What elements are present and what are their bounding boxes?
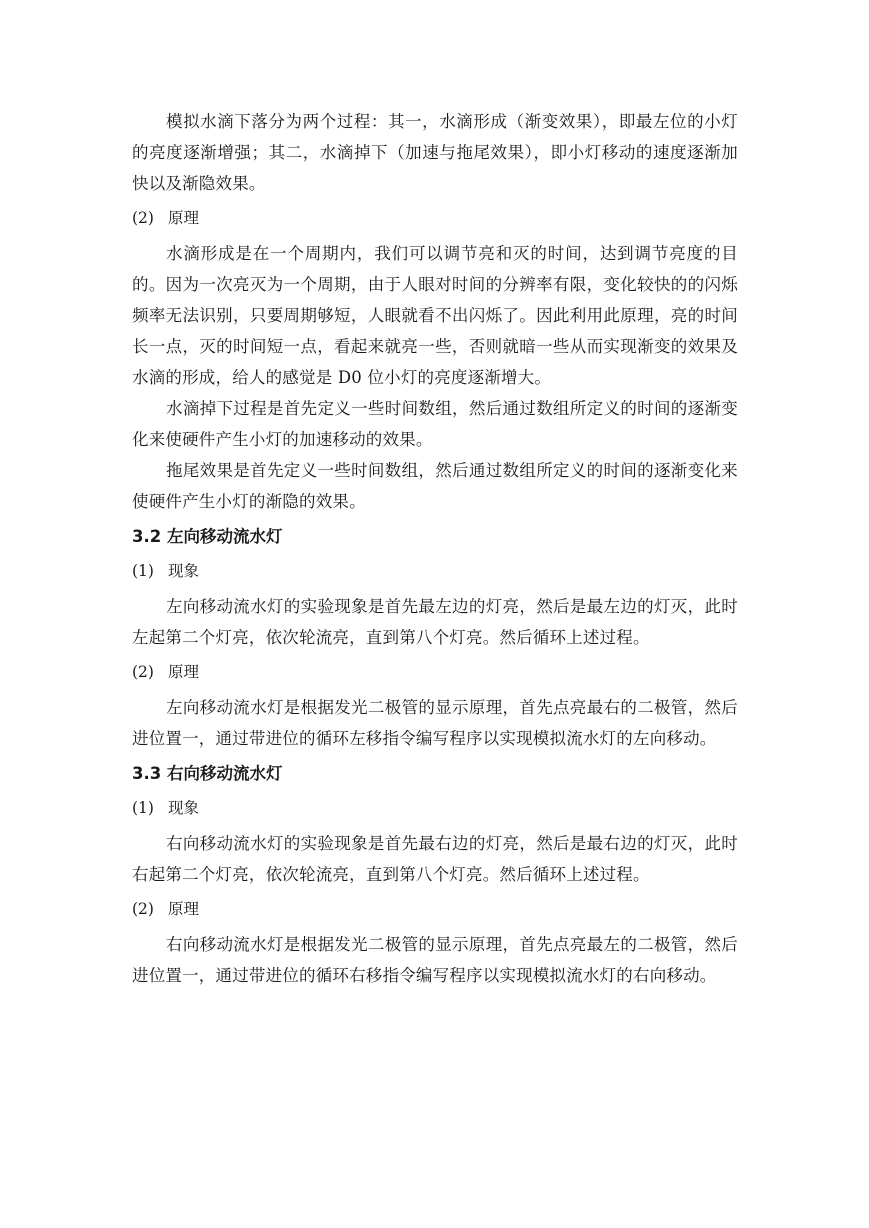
- principle-paragraph: 左向移动流水灯是根据发光二极管的显示原理，首先点亮最右的二极管，然后进位置一，通过带进位的循环左移指令编写程序以实现模拟流水灯的左向移动。: [132, 698, 738, 748]
- principle-paragraph: 右向移动流水灯是根据发光二极管的显示原理，首先点亮最左的二极管，然后进位置一，通过带进位的循环右移指令编写程序以实现模拟流水灯的右向移动。: [132, 935, 738, 985]
- principle-subheading: [132, 657, 738, 688]
- subheading-label: 原理: [168, 209, 200, 227]
- phenomenon-subheading: [132, 793, 738, 824]
- phenomenon-subheading: [132, 556, 738, 587]
- intro-paragraph: 模拟水滴下落分为两个过程：其一，水滴形成（渐变效果），即最左位的小灯的亮度逐渐增强；其二，水滴掉下（加速与拖尾效果），即小灯移动的速度逐渐加快以及渐隐效果。: [132, 112, 738, 193]
- page-content: [132, 106, 738, 991]
- subheading-label: 原理: [168, 663, 200, 681]
- principle-paragraph-1: 水滴形成是在一个周期内，我们可以调节亮和灭的时间，达到调节亮度的目的。因为一次亮灭为一个周期，由于人眼对时间的分辨率有限，变化较快的的闪烁频率无法识别，只要周期够短，人眼就看不出闪烁了。因此利用此原理，亮的时间长一点，灭的时间短一点，看起来就亮一些，否则就暗一些从而实现渐变的效果及水滴的形成，给人的感觉是 D0 位小灯的亮度逐渐增大。: [132, 244, 738, 387]
- phenomenon-paragraph: 左向移动流水灯的实验现象是首先最左边的灯亮，然后是最左边的灯灭，此时左起第二个灯亮，依次轮流亮，直到第八个灯亮。然后循环上述过程。: [132, 597, 738, 647]
- subheading-number: (1): [132, 562, 154, 580]
- phenomenon-paragraph: 右向移动流水灯的实验现象是首先最右边的灯亮，然后是最右边的灯灭，此时右起第二个灯亮，依次轮流亮，直到第八个灯亮。然后循环上述过程。: [132, 834, 738, 884]
- subheading-label: 现象: [168, 562, 200, 580]
- subheading-label: 原理: [168, 900, 200, 918]
- principle-subheading: [132, 203, 738, 234]
- section-heading-3-2: 3.2 左向移动流水灯: [132, 527, 283, 546]
- principle-paragraph-2: 水滴掉下过程是首先定义一些时间数组，然后通过数组所定义的时间的逐渐变化来使硬件产生小灯的加速移动的效果。: [132, 399, 738, 449]
- subheading-number: (2): [132, 663, 154, 681]
- subheading-label: 现象: [168, 799, 200, 817]
- subheading-number: (2): [132, 209, 154, 227]
- section-heading-3-3: 3.3 右向移动流水灯: [132, 764, 283, 783]
- principle-paragraph-3: 拖尾效果是首先定义一些时间数组，然后通过数组所定义的时间的逐渐变化来使硬件产生小灯的渐隐的效果。: [132, 461, 738, 511]
- subheading-number: (1): [132, 799, 154, 817]
- subheading-number: (2): [132, 900, 154, 918]
- principle-subheading: [132, 894, 738, 925]
